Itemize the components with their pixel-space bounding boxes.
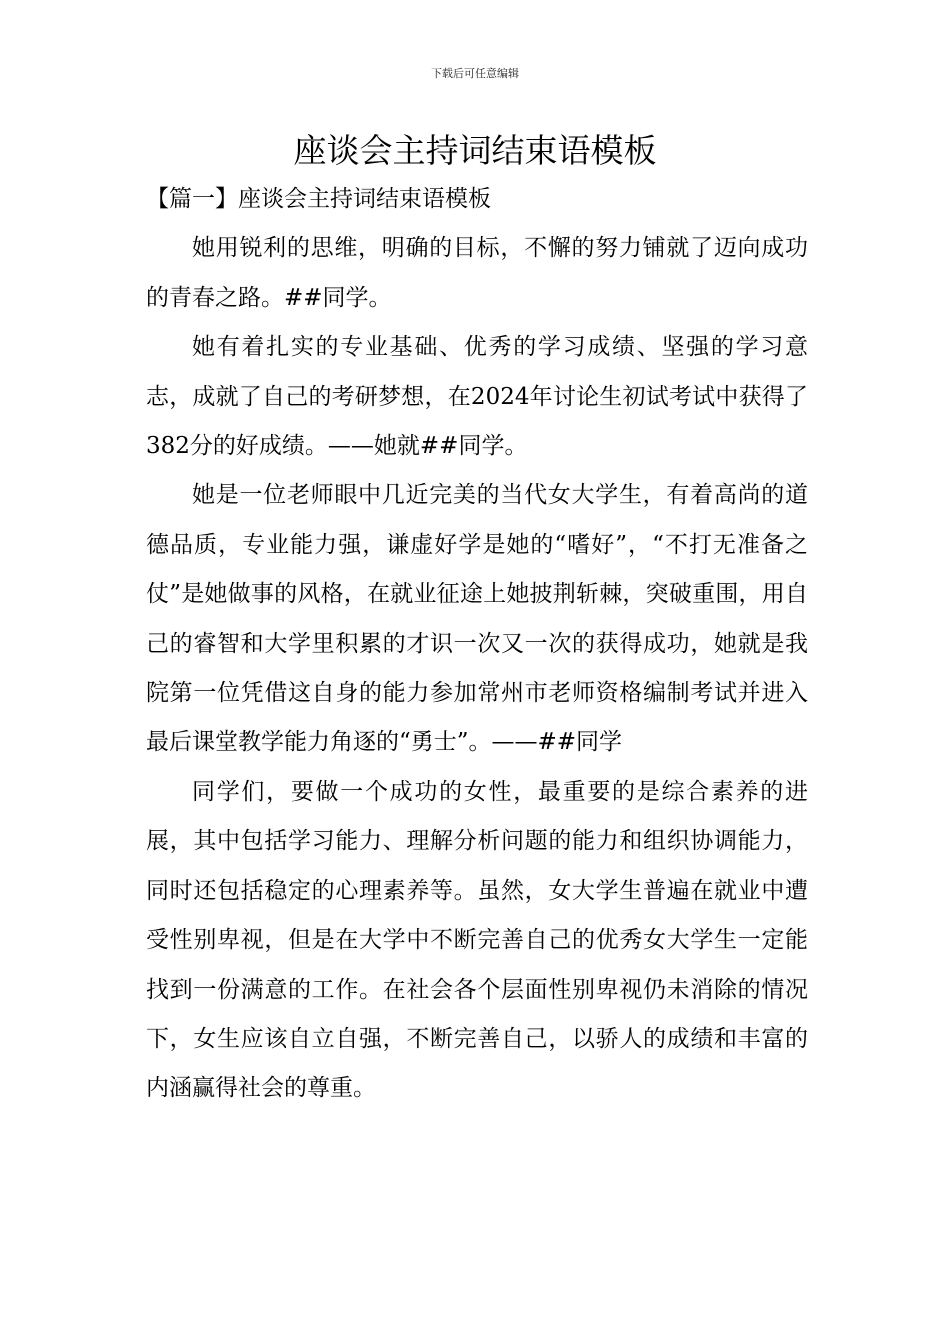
paragraph-4: 同学们，要做一个成功的女性，最重要的是综合素养的进展，其中包括学习能力、理解分析问题的能力和组织协调能力，同时还包括稳定的心理素养等。虽然，女大学生普遍在就业中遭受性别卑视，但是在大学中不断完善自己的优秀女大学生一定能找到一份满意的工作。在社会各个层面性别卑视仍未消除的情况下，女生应该自立自强，不断完善自己，以骄人的成绩和丰富的内涵赢得社会的尊重。 <box>146 778 808 1102</box>
document-body <box>146 175 808 1114</box>
paragraph-3: 她是一位老师眼中几近完美的当代女大学生，有着高尚的道德品质，专业能力强，谦虚好学是她的“嗜好”，“不打无准备之仗”是她做事的风格，在就业征途上她披荆斩棘，突破重围，用自己的睿智和大学里积累的才识一次又一次的获得成功，她就是我院第一位凭借这自身的能力参加常州市老师资格编制考试并进入最后课堂教学能力角逐的“勇士”。——##同学 <box>146 482 808 756</box>
paragraph-2: 她有着扎实的专业基础、优秀的学习成绩、坚强的学习意志，成就了自己的考研梦想，在2024年讨论生初试考试中获得了382分的好成绩。——她就##同学。 <box>146 334 808 460</box>
section-heading: 【篇一】座谈会主持词结束语模板 <box>146 186 491 212</box>
paragraph-1: 她用锐利的思维，明确的目标，不懈的努力铺就了迈向成功的青春之路。##同学。 <box>146 235 808 311</box>
header-note: 下载后可任意编辑 <box>431 67 519 80</box>
document-title: 座谈会主持词结束语模板 <box>293 131 657 170</box>
